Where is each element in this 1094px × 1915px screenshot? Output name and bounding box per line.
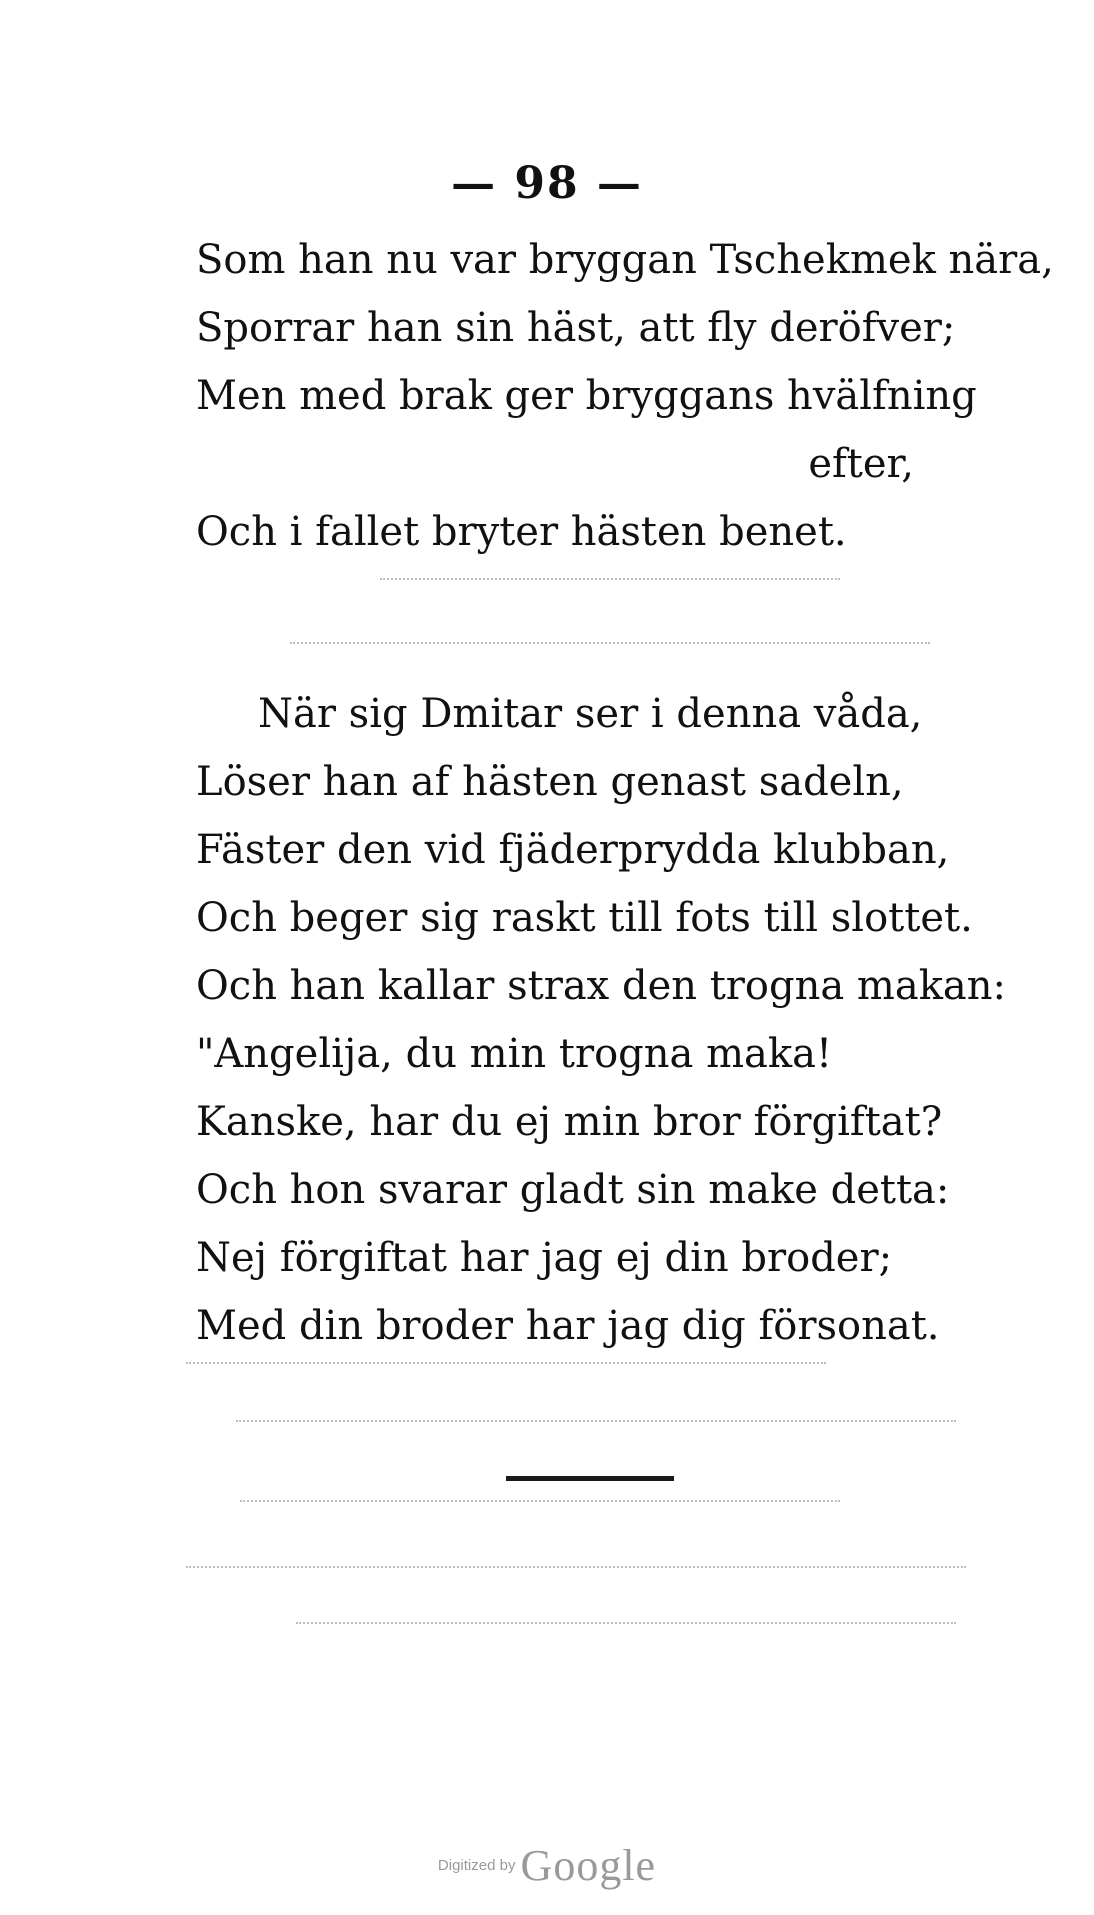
verse-line: Nej förgiftat har jag ej din broder; [196,1235,893,1281]
google-logo: Google [520,1841,657,1890]
verse-line-continuation: efter, [808,441,914,487]
verse-line: När sig Dmitar ser i denna våda, [258,691,923,737]
verse-line: Fäster den vid fjäderprydda klubban, [196,827,950,873]
verse-line: Och hon svarar gladt sin make detta: [196,1167,950,1213]
verse-line: Sporrar han sin häst, att fly deröfver; [196,305,956,351]
verse-line: Kanske, har du ej min bror förgiftat? [196,1099,943,1145]
verse-line: Löser han af hästen genast sadeln, [196,759,904,805]
verse-line: Med din broder har jag dig försonat. [196,1303,940,1349]
verse-line: Men med brak ger bryggans hvälfning [196,373,977,419]
scan-noise [290,642,930,647]
digitization-watermark [0,1840,1094,1891]
digitized-by-label: Digitized by [437,1857,516,1874]
verse-line: Och beger sig raskt till fots till slottet. [196,895,973,941]
scan-noise [186,1566,966,1571]
scan-noise [236,1420,956,1425]
page-number: — 98 — [451,158,643,209]
verse-line: Som han nu var bryggan Tschekmek nära, [196,237,1054,283]
scan-noise [186,1362,826,1367]
section-divider-rule [506,1476,674,1481]
verse-line: Och i fallet bryter hästen benet. [196,509,847,555]
stanza-1 [196,226,1054,566]
scan-noise [240,1500,840,1505]
stanza-2 [196,680,1016,1360]
scan-noise [296,1622,956,1627]
verse-line: "Angelija, du min trogna maka! [196,1031,833,1077]
verse-line: Och han kallar strax den trogna makan: [196,963,1007,1009]
scan-noise [380,578,840,583]
